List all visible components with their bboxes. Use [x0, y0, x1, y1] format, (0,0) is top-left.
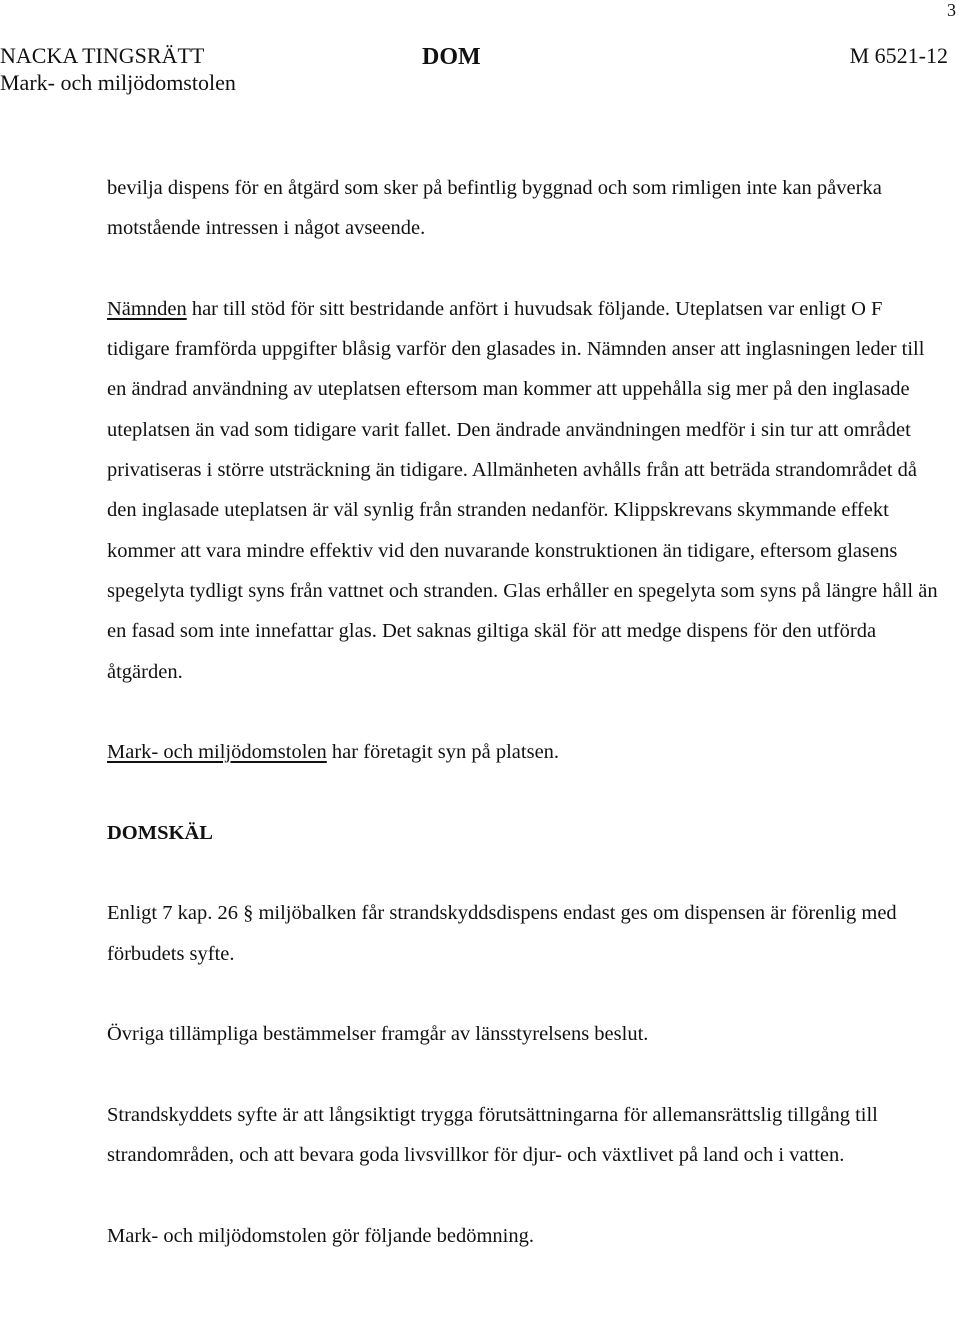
page-number: 3	[947, 0, 956, 20]
court-name: NACKA TINGSRÄTT	[0, 43, 205, 68]
document-header	[0, 42, 960, 96]
paragraph-site-visit	[107, 732, 947, 772]
document-body	[107, 168, 947, 1256]
paragraph-other-provisions: Övriga tillämpliga bestämmelser framgår av länsstyrelsens beslut.	[107, 1023, 649, 1046]
paragraph-assessment-intro: Mark- och miljödomstolen gör följande bedömning.	[107, 1224, 535, 1247]
paragraph-namnden-argument	[107, 289, 947, 692]
namnden-argument-text: har till stöd för sitt bestridande anfört i huvudsak följande. Uteplatsen var enligt O F tidigare framförda uppgifter blåsig varför den glasades in. Nämnden anser att inglasningen leder till en ändrad användning av uteplatsen eftersom man kommer att uppehålla sig mer på den inglasade uteplatsen än vad som tidigare varit fallet. Den ändrade användningen medför i sin tur att området privatiseras i större utsträckning än tidigare. Allmänheten avhålls från att beträda strandområdet då den inglasade uteplatsen är väl synlig från stranden nedanför. Klippskrevans skymmande effekt kommer att vara mindre effektiv vid den nuvarande konstruktionen än tidigare, eftersom glasens spegelyta tydligt syns från vattnet och stranden. Glas erhåller en spegelyta som syns på längre håll än en fasad som inte innefattar glas. Det saknas giltiga skäl för att medge dispens för den utförda åtgärden.	[107, 297, 938, 683]
paragraph-continuation: bevilja dispens för en åtgärd som sker på befintlig byggnad och som rimligen inte kan påverka motstående intressen i något avseende.	[107, 177, 882, 240]
court-name-underlined: Mark- och miljödomstolen	[107, 741, 327, 764]
section-heading-domskal: DOMSKÄL	[107, 821, 213, 844]
case-number: M 6521-12	[849, 43, 948, 68]
namnden-underlined: Nämnden	[107, 297, 187, 320]
paragraph-shore-protection-purpose: Strandskyddets syfte är att långsiktigt trygga förutsättningarna för allemansrättslig tillgång till strandområden, och att bevara goda livsvillkor för djur- och växtlivet på land och i vatten.	[107, 1103, 878, 1167]
court-department: Mark- och miljödomstolen	[0, 70, 236, 95]
paragraph-legal-basis: Enligt 7 kap. 26 § miljöbalken får strandskyddsdispens endast ges om dispensen är förenlig med förbudets syfte.	[107, 902, 897, 965]
site-visit-text: har företagit syn på platsen.	[326, 741, 560, 764]
document-type: DOM	[422, 44, 481, 70]
